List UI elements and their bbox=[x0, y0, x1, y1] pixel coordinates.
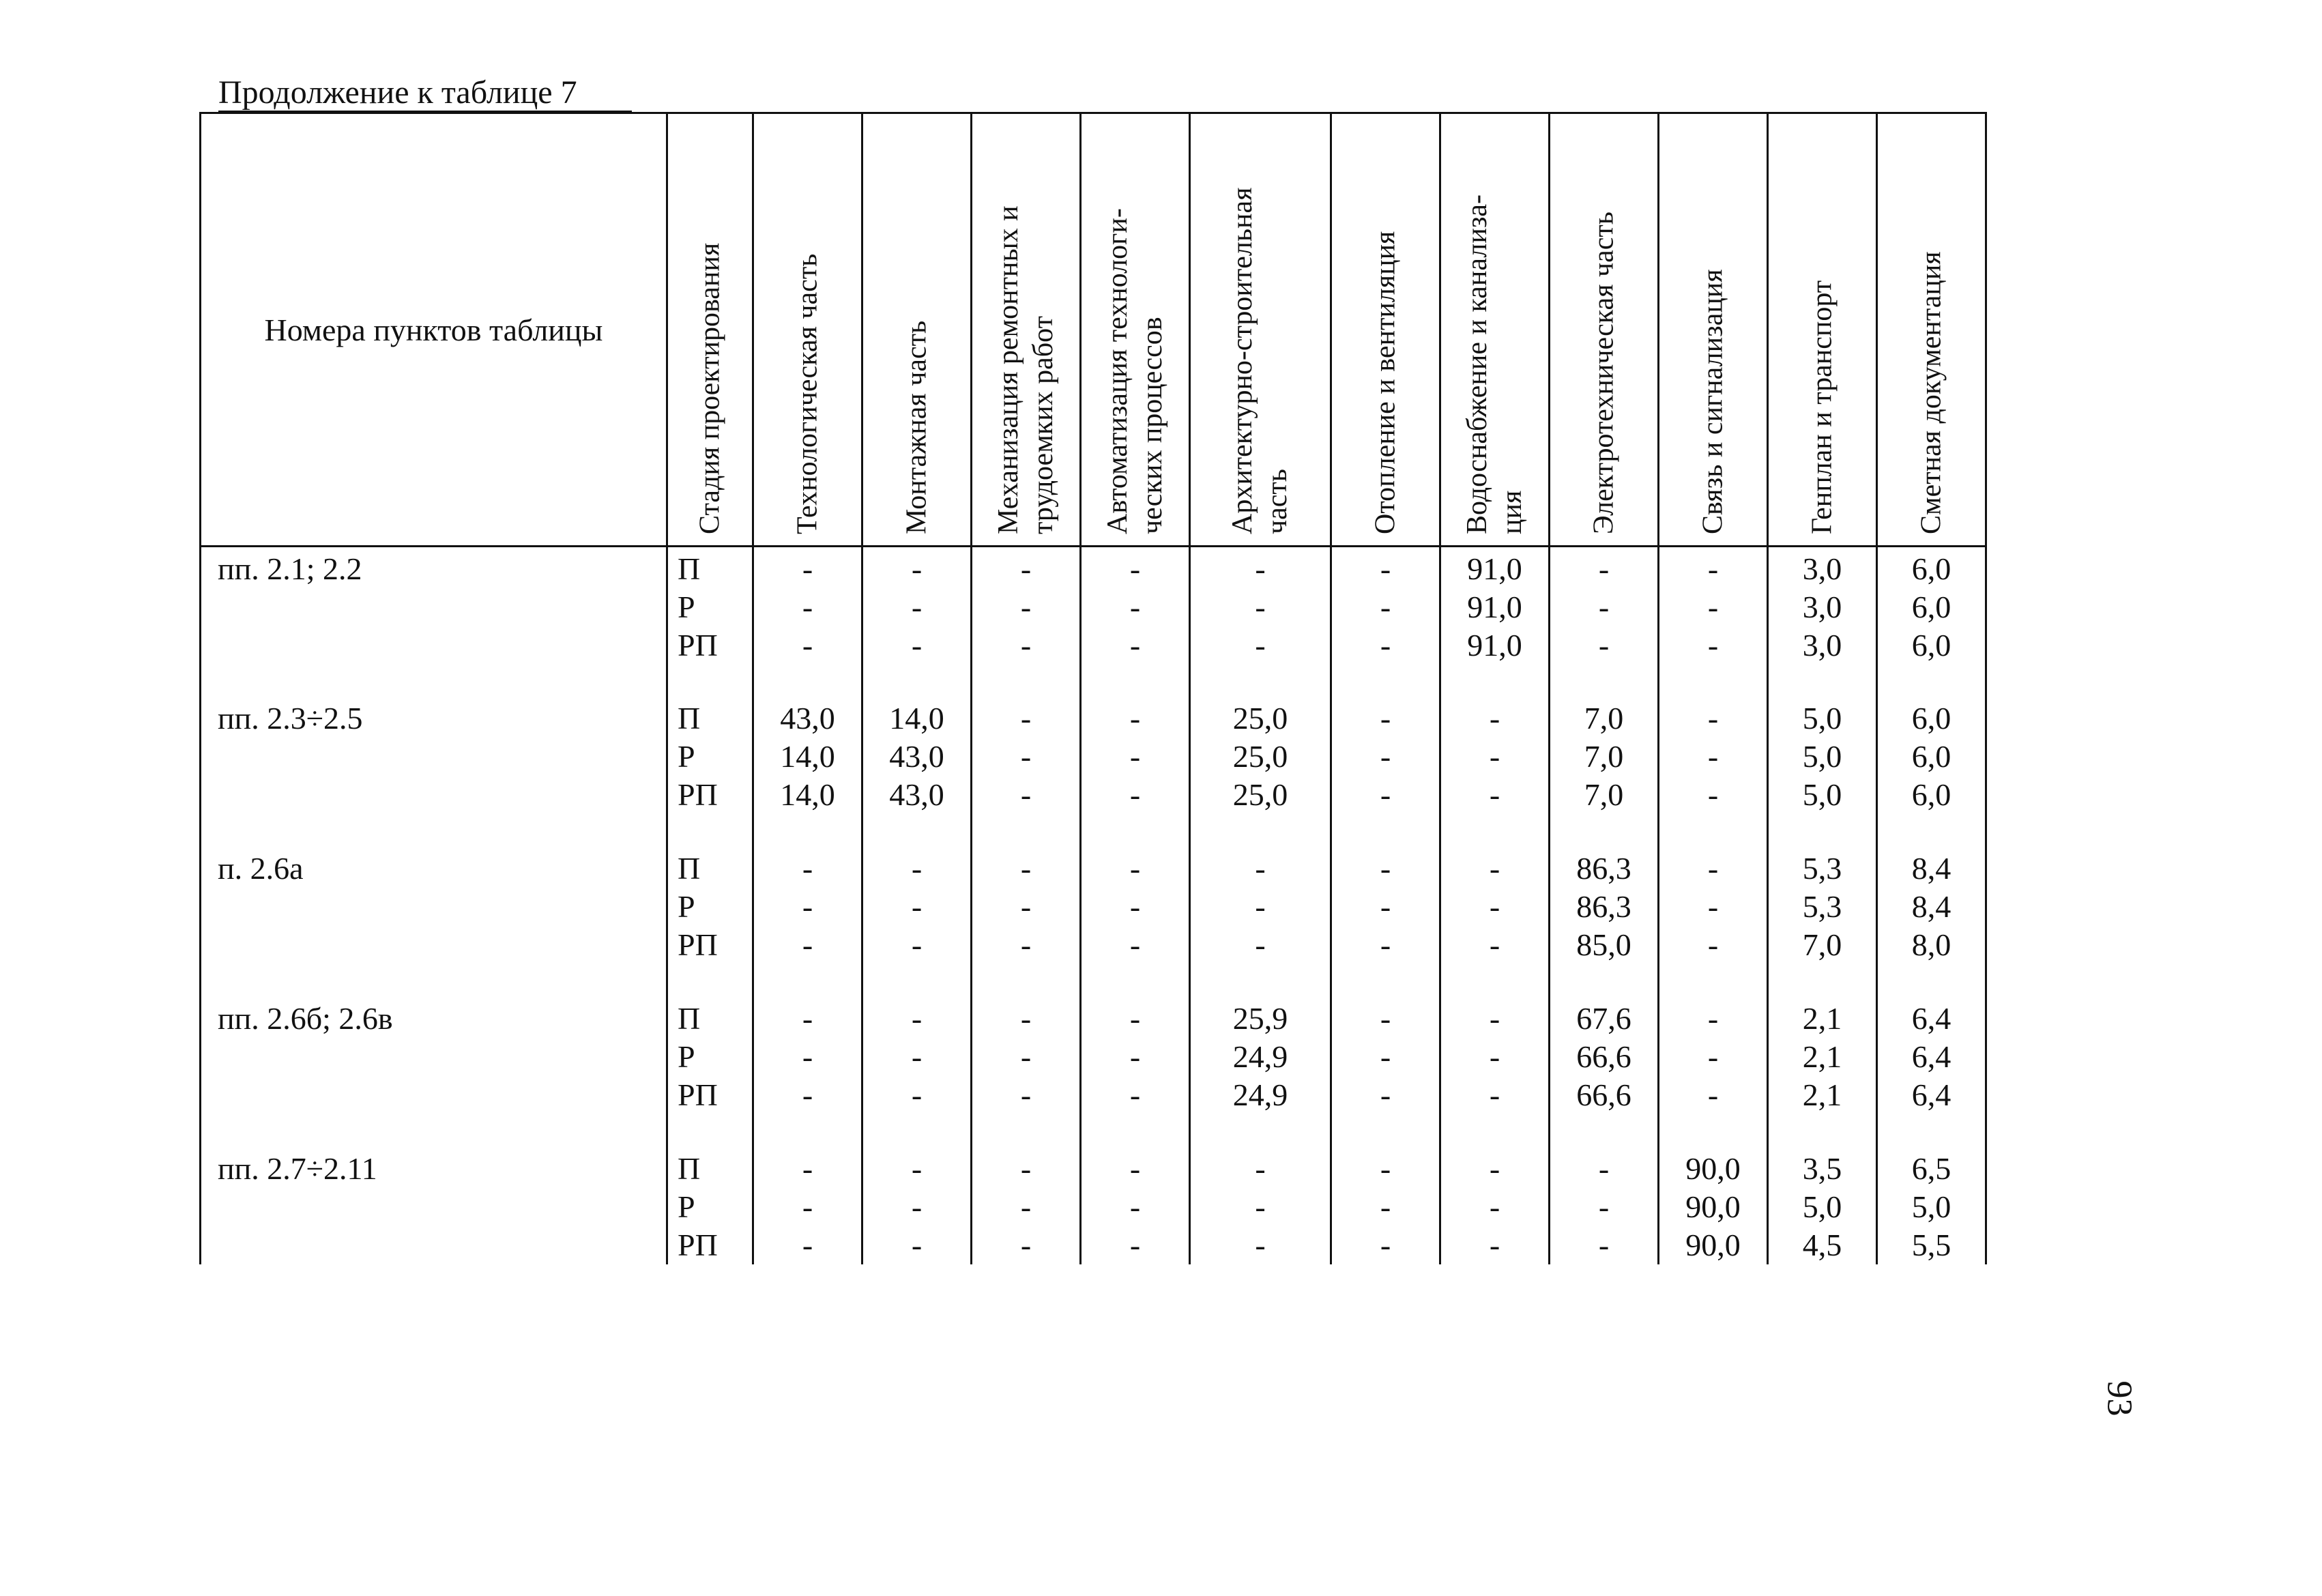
table-row bbox=[201, 997, 1986, 1147]
value-cell: 91,0 91,0 91,0 bbox=[1440, 547, 1550, 697]
value-cell: - - - bbox=[972, 697, 1081, 847]
stage-cell: П Р РП bbox=[667, 1147, 753, 1264]
value-cell: 43,0 14,0 14,0 bbox=[753, 697, 862, 847]
value-cell: - - - bbox=[1440, 847, 1550, 997]
value-cell: 67,6 66,6 66,6 bbox=[1550, 997, 1659, 1147]
value-cell: - - - bbox=[1440, 697, 1550, 847]
value-cell: - - - bbox=[1190, 1147, 1331, 1264]
value-cell: - - - bbox=[753, 997, 862, 1147]
value-cell: - - - bbox=[1659, 847, 1768, 997]
table-row bbox=[201, 1147, 1986, 1264]
header-col-electrical bbox=[1550, 113, 1659, 547]
data-table bbox=[199, 112, 1987, 1264]
header-col-mount bbox=[862, 113, 972, 547]
value-cell: - - - bbox=[1440, 997, 1550, 1147]
table-caption: Продолжение к таблице 7 bbox=[218, 74, 577, 111]
value-cell: 8,4 8,4 8,0 bbox=[1877, 847, 1986, 997]
value-cell: - - - bbox=[1440, 1147, 1550, 1264]
header-col-label: Отопление и вентиляция bbox=[1369, 231, 1401, 534]
header-col-label: Связь и сигнализация bbox=[1697, 269, 1728, 534]
value-cell: 25,0 25,0 25,0 bbox=[1190, 697, 1331, 847]
value-cell: - - - bbox=[753, 547, 862, 697]
table-row bbox=[201, 697, 1986, 847]
header-col-label: Технологическая часть bbox=[792, 253, 823, 534]
page-number: 93 bbox=[2100, 1380, 2139, 1417]
value-cell: - - - bbox=[1081, 1147, 1190, 1264]
header-col-label: Генплан и транспорт bbox=[1806, 280, 1838, 534]
group-label: пп. 2.7÷2.11 bbox=[201, 1147, 667, 1264]
value-cell: - - - bbox=[862, 847, 972, 997]
value-cell: - - - bbox=[972, 997, 1081, 1147]
value-cell: 5,0 5,0 5,0 bbox=[1768, 697, 1877, 847]
header-col-label: Автоматизация технологи- ческих процессов bbox=[1101, 208, 1168, 534]
stage-cell: П Р РП bbox=[667, 697, 753, 847]
stage-cell: П Р РП bbox=[667, 847, 753, 997]
group-label: п. 2.6а bbox=[201, 847, 667, 997]
value-cell: 3,5 5,0 4,5 bbox=[1768, 1147, 1877, 1264]
table-row bbox=[201, 847, 1986, 997]
value-cell: - - - bbox=[862, 1147, 972, 1264]
value-cell: - - - bbox=[1081, 847, 1190, 997]
header-col-tech bbox=[753, 113, 862, 547]
header-col-stage bbox=[667, 113, 753, 547]
stage-cell: П Р РП bbox=[667, 547, 753, 697]
value-cell: - - - bbox=[753, 1147, 862, 1264]
value-cell: - - - bbox=[1331, 697, 1440, 847]
header-col-label: Водоснабжение и канализа- ция bbox=[1461, 194, 1528, 534]
group-label: пп. 2.3÷2.5 bbox=[201, 697, 667, 847]
header-col-label: Монтажная часть bbox=[901, 320, 932, 534]
value-cell: 7,0 7,0 7,0 bbox=[1550, 697, 1659, 847]
value-cell: - - - bbox=[862, 997, 972, 1147]
value-cell: - - - bbox=[1331, 997, 1440, 1147]
value-cell: 6,5 5,0 5,5 bbox=[1877, 1147, 1986, 1264]
value-cell: - - - bbox=[1550, 547, 1659, 697]
value-cell: 6,0 6,0 6,0 bbox=[1877, 547, 1986, 697]
value-cell: - - - bbox=[1331, 547, 1440, 697]
stage-cell: П Р РП bbox=[667, 997, 753, 1147]
value-cell: 25,9 24,9 24,9 bbox=[1190, 997, 1331, 1147]
value-cell: - - - bbox=[1331, 1147, 1440, 1264]
value-cell: - - - bbox=[862, 547, 972, 697]
value-cell: - - - bbox=[972, 847, 1081, 997]
value-cell: - - - bbox=[1190, 847, 1331, 997]
header-col-communication bbox=[1659, 113, 1768, 547]
value-cell: - - - bbox=[1659, 997, 1768, 1147]
header-col-mechanization bbox=[972, 113, 1081, 547]
group-label: пп. 2.6б; 2.6в bbox=[201, 997, 667, 1147]
value-cell: - - - bbox=[1659, 547, 1768, 697]
value-cell: - - - bbox=[972, 547, 1081, 697]
value-cell: - - - bbox=[753, 847, 862, 997]
value-cell: 6,0 6,0 6,0 bbox=[1877, 697, 1986, 847]
value-cell: - - - bbox=[1081, 547, 1190, 697]
header-row bbox=[201, 113, 1986, 547]
header-col-automation bbox=[1081, 113, 1190, 547]
header-col-label: Механизация ремонтных и трудоемких работ bbox=[992, 205, 1059, 534]
header-col-label: Стадия проектирования bbox=[694, 242, 725, 534]
value-cell: 2,1 2,1 2,1 bbox=[1768, 997, 1877, 1147]
value-cell: - - - bbox=[1659, 697, 1768, 847]
value-cell: - - - bbox=[1081, 697, 1190, 847]
value-cell: 90,0 90,0 90,0 bbox=[1659, 1147, 1768, 1264]
header-col-architecture bbox=[1190, 113, 1331, 547]
value-cell: 86,3 86,3 85,0 bbox=[1550, 847, 1659, 997]
value-cell: 14,0 43,0 43,0 bbox=[862, 697, 972, 847]
header-col-label: Электротехническая часть bbox=[1588, 212, 1619, 534]
value-cell: - - - bbox=[1190, 547, 1331, 697]
value-cell: - - - bbox=[1550, 1147, 1659, 1264]
header-col-genplan bbox=[1768, 113, 1877, 547]
value-cell: 6,4 6,4 6,4 bbox=[1877, 997, 1986, 1147]
value-cell: - - - bbox=[972, 1147, 1081, 1264]
header-col-label: Сметная документация bbox=[1915, 251, 1947, 534]
header-col-heating bbox=[1331, 113, 1440, 547]
group-label: пп. 2.1; 2.2 bbox=[201, 547, 667, 697]
value-cell: 3,0 3,0 3,0 bbox=[1768, 547, 1877, 697]
table-row bbox=[201, 547, 1986, 697]
value-cell: 5,3 5,3 7,0 bbox=[1768, 847, 1877, 997]
value-cell: - - - bbox=[1081, 997, 1190, 1147]
header-col-label: Архитектурно-строительная часть bbox=[1227, 187, 1293, 534]
header-col-water bbox=[1440, 113, 1550, 547]
header-col-estimate bbox=[1877, 113, 1986, 547]
value-cell: - - - bbox=[1331, 847, 1440, 997]
header-row-label: Номера пунктов таблицы bbox=[201, 113, 667, 547]
